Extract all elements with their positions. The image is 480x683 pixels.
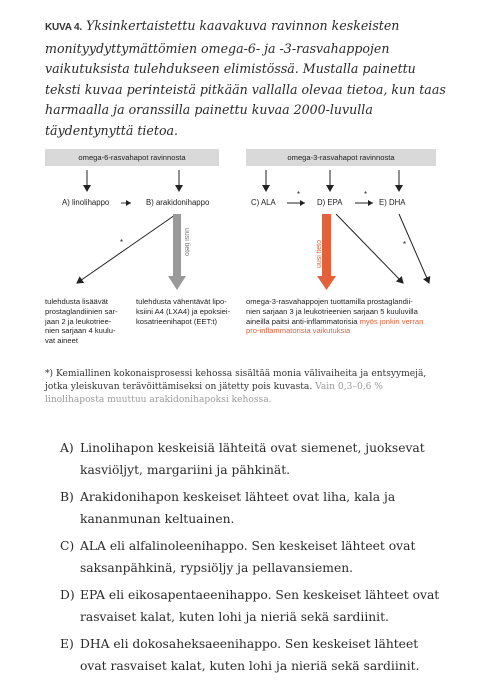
arrow-d-to-result	[336, 214, 403, 283]
result-line: nien sarjaan 4 kuulu-	[45, 326, 116, 336]
result-text-orange: myös jonkin verran	[359, 316, 424, 326]
result-line: nien sarjaan 3 ja leukotrieenien sarjaan 5 kuuluvilla	[246, 306, 418, 316]
result-line: omega-3-rasvahappojen tuottamilla prostaglandii-	[246, 297, 413, 306]
result-line-orange: pro-inflammatorisia vaikutuksia	[246, 326, 351, 336]
list-letter: B)	[60, 490, 74, 504]
omega3-header: omega-3-rasvahapot ravinnosta	[246, 149, 436, 166]
result-line: ksiini A4 (LXA4) ja epoksiei-	[136, 306, 231, 316]
list-letter: A)	[60, 441, 74, 455]
node-b-arakidonihappo: B) arakidonihappo	[146, 198, 210, 207]
list-letter: E)	[60, 637, 74, 651]
caption-text: Yksinkertaistettu kaavakuva ravinnon keskeisten monityydyttymättömien omega-6- ja -3-rasvahappojen vaikutuksista tulehdukseen elimistössä. Mustalla painettu teksti kuvaa perinteistä pitkään vallalla olevaa tietoa, kun taas harmaalla ja oranssilla painettu kuvaa 2000-luvulla täydentynyttä tietoa.	[45, 18, 446, 138]
result-line: tulehdusta vähentävät lipo-	[136, 297, 227, 306]
arrow-b-to-inflammatory	[77, 215, 175, 283]
new-info-label-orange: uusi tieto	[316, 239, 323, 268]
asterisk-e: *	[403, 240, 407, 249]
footnote-text: *) Kemiallinen kokonaisprosessi kehossa sisältää monia välivaiheita ja entsyymejä, jotka yleiskuvan terävöittämiseksi on jätetty pois kuvasta.	[45, 369, 427, 392]
source-list	[60, 438, 445, 683]
diagram-arrows	[0, 0, 480, 300]
result-line: kosatrieenihapot (EET:t)	[136, 316, 218, 326]
result-line: vat aineet	[45, 336, 78, 346]
new-info-label-gray: uusi tieto	[183, 228, 190, 257]
list-item	[60, 585, 445, 628]
gray-arrow-shaft	[173, 214, 181, 278]
list-text: EPA eli eikosapentaeenihappo. Sen keskeiset lähteet ovat rasvaiset kalat, kuten lohi ja nieriä sekä sardiinit.	[80, 588, 440, 624]
gray-arrow-head	[168, 276, 186, 290]
list-text: ALA eli alfalinoleenihappo. Sen keskeiset lähteet ovat saksanpähkinä, rypsiöljy ja pellavansiemen.	[80, 539, 416, 575]
list-text: DHA eli dokosaheksaeenihappo. Sen keskeiset lähteet ovat rasvaiset kalat, kuten lohi ja nieriä sekä sardiinit.	[80, 637, 420, 673]
list-text: Arakidonihapon keskeiset lähteet ovat liha, kala ja kananmunan keltuainen.	[80, 490, 396, 526]
result-text-black: aineilla paitsi anti-inflammatorisia	[246, 316, 358, 326]
result-line	[246, 317, 446, 327]
list-item	[60, 438, 445, 481]
node-a-linolihappo: A) linolihappo	[62, 198, 110, 207]
footnote	[45, 368, 443, 407]
asterisk-d-e: *	[364, 190, 368, 199]
asterisk-c-d: *	[297, 190, 301, 199]
list-item	[60, 634, 445, 677]
omega6-black-result	[45, 297, 140, 346]
node-e-dha: E) DHA	[379, 198, 406, 207]
list-letter: C)	[60, 539, 75, 553]
omega6-header: omega-6-rasvahapot ravinnosta	[45, 149, 219, 166]
asterisk-b-diagonal: *	[120, 238, 124, 247]
list-text: Linolihapon keskeisiä lähteitä ovat siemenet, juoksevat kasviöljyt, margariini ja pähkinät.	[80, 441, 425, 477]
orange-arrow-shaft	[322, 214, 331, 278]
result-line: jaan 2 ja leukotriee-	[45, 316, 112, 326]
list-item	[60, 536, 445, 579]
omega3-result	[246, 297, 446, 336]
orange-arrow-head	[317, 276, 336, 290]
result-line: prostaglandiinien sar-	[45, 306, 118, 316]
omega6-gray-result	[136, 297, 244, 326]
list-item	[60, 487, 445, 530]
footnote-gray-text: Vain 0,3–0,6 % linolihaposta muuttuu arakidonihapoksi kehossa.	[45, 382, 383, 405]
figure-label: KUVA 4.	[45, 22, 82, 33]
list-letter: D)	[60, 588, 75, 602]
node-c-ala: C) ALA	[251, 198, 276, 207]
result-line: tulehdusta lisäävät	[45, 297, 108, 306]
node-d-epa: D) EPA	[317, 198, 343, 207]
